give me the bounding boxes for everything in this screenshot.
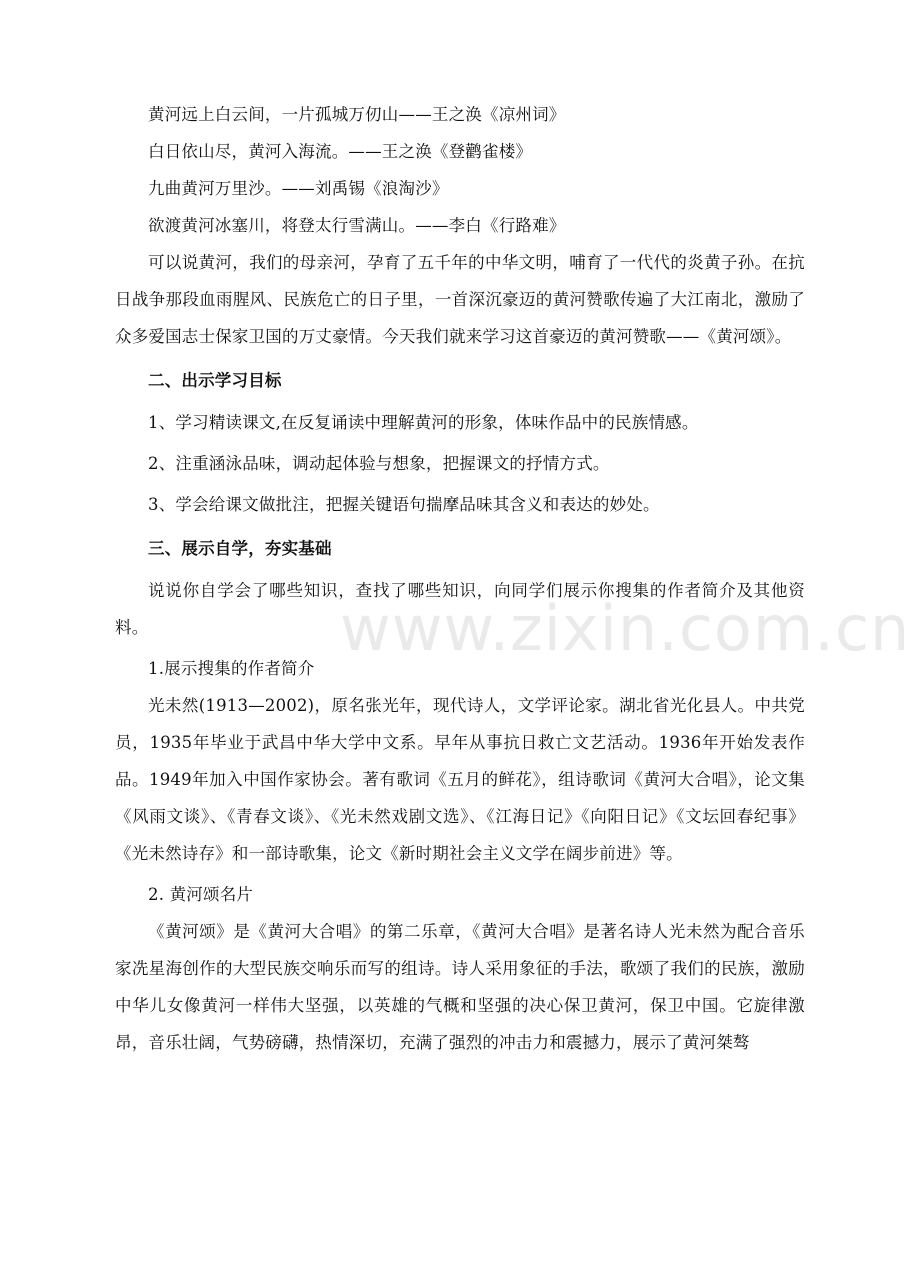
poem-card-title: 2. 黄河颂名片 (148, 885, 254, 904)
author-intro-text: 光未然(1913—2002)，原名张光年，现代诗人，文学评论家。湖北省光化县人。中共党员，1935年毕业于武昌中华大学中文系。早年从事抗日救亡文艺活动。1936年开始发表作品。1949年加入中国作家协会。著有歌词《五月的鲜花》，组诗歌词《黄河大合唱》，论文集《风雨文谈》、《青春文谈》、《光未然戏剧文选》、《江海日记》《向阳日记》《文坛回春纪事》《光未然诗存》和一部诗歌集，论文《新时期社会主义文学在阔步前进》等。 (115, 696, 805, 863)
document-page (115, 96, 911, 1061)
section-2-heading: 二、出示学习目标 (148, 371, 282, 390)
poem-card-text: 《黄河颂》是《黄河大合唱》的第二乐章，《黄河大合唱》是著名诗人光未然为配合音乐家冼星海创作的大型民族交响乐而写的组诗。诗人采用象征的手法，歌颂了我们的民族，激励中华儿女像黄河一样伟大坚强，以英雄的气概和坚强的决心保卫黄河，保卫中国。它旋律激昂，音乐壮阔，气势磅礴，热情深切，充满了强烈的冲击力和震撼力，展示了黄河桀骜 (115, 922, 805, 1052)
section-3-heading: 三、展示自学，夯实基础 (148, 539, 332, 558)
author-intro-title: 1.展示搜集的作者简介 (148, 659, 315, 678)
objective-item-3: 3、学会给课文做批注，把握关键语句揣摩品味其含义和表达的妙处。 (148, 495, 660, 514)
poem-line-3: 九曲黄河万里沙。——刘禹锡《浪淘沙》 (148, 179, 449, 198)
intro-paragraph: 可以说黄河，我们的母亲河，孕育了五千年的中华文明，哺育了一代代的炎黄子孙。在抗日战争那段血雨腥风、民族危亡的日子里，一首深沉豪迈的黄河赞歌传遍了大江南北，激励了众多爱国志士保家卫国的万丈豪情。今天我们就来学习这首豪迈的黄河赞歌——《黄河颂》。 (115, 253, 805, 346)
poem-line-1: 黄河远上白云间，一片孤城万仞山——王之涣《凉州词》 (148, 105, 566, 124)
poem-line-4: 欲渡黄河冰塞川，将登太行雪满山。——李白《行路难》 (148, 216, 566, 235)
poem-line-2: 白日依山尽，黄河入海流。——王之涣《登鹳雀楼》 (148, 142, 533, 161)
watermark: www.zixin.com.cn (340, 592, 911, 665)
objective-item-1: 1、学习精读课文,在反复诵读中理解黄河的形象，体味作品中的民族情感。 (148, 413, 699, 432)
objective-item-2: 2、注重涵泳品味，调动起体验与想象，把握课文的抒情方式。 (148, 454, 610, 473)
section-3-intro: 说说你自学会了哪些知识，查找了哪些知识，向同学们展示你搜集的作者简介及其他资料。 (115, 581, 805, 637)
